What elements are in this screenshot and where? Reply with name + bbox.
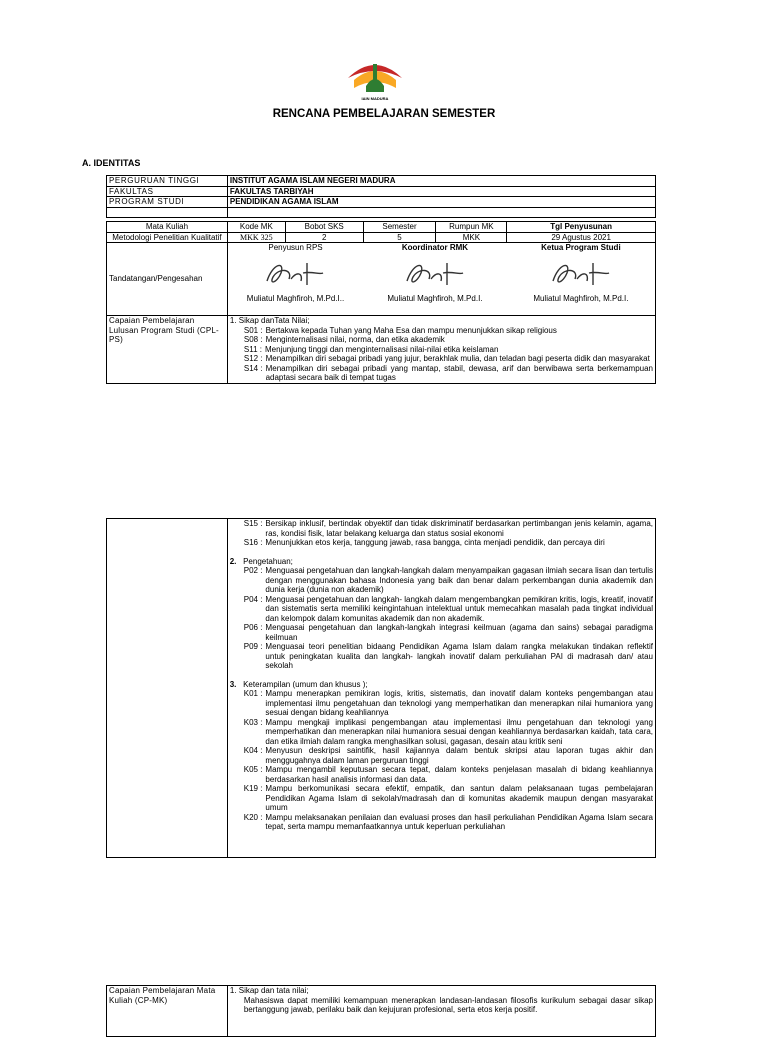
identity-label: PROGRAM STUDI: [107, 197, 228, 208]
cpmk-table: [106, 985, 656, 1037]
signature-role: Penyusun RPS: [268, 243, 323, 252]
item-code: S15 :: [243, 519, 263, 528]
course-semester: 5: [363, 232, 436, 243]
signature-label: Tandatangan/Pengesahan: [107, 243, 228, 316]
course-header: Kode MK: [227, 222, 285, 233]
item-text: Menyusun deskripsi saintifik, hasil kajiannya dalam bentuk skripsi atau laporan tugas akhir dan menggugahnya dalam laman perguruan tinggi: [265, 746, 653, 765]
item-code: K03 :: [243, 717, 263, 727]
item-text: Menguasai pengetahuan dan langkah-langkah dalam menyampaikan gagasan ilmiah secara lisan dan tertulis dengan menggunakan bahasa Indonesia yang baik dan benar dalam perkembangan dunia akademik dan dunia kerja (dunia non akademik): [265, 566, 653, 594]
course-header: Bobot SKS: [285, 222, 363, 233]
pengetahuan-heading: [230, 557, 653, 567]
item-code: S16 :: [243, 538, 263, 547]
signature-name: Muliatul Maghfiroh, M.Pd.I.: [387, 293, 483, 303]
list-item: [230, 765, 653, 784]
list-item: [230, 538, 653, 548]
identity-label: PERGURUAN TINGGI: [107, 176, 228, 187]
identity-row: [107, 186, 656, 197]
item-code: S14 :: [243, 363, 263, 373]
course-header: Mata Kuliah: [107, 222, 228, 233]
signature-block: [227, 243, 363, 316]
identity-value: INSTITUT AGAMA ISLAM NEGERI MADURA: [227, 176, 655, 187]
signature-name: Muliatul Maghfiroh, M.Pd.I..: [246, 293, 345, 303]
list-item: [230, 689, 653, 718]
course-value-row: [107, 232, 656, 243]
identity-row: [107, 176, 656, 187]
item-code: K04 :: [243, 746, 263, 755]
item-text: Menguasai teori penelitian bidaang Pendidikan Agama Islam dalam rangka melakukan tindakan reflektif untuk peningkatan kualita dan langkah- langkah inovatif dalam perkuliahan PAI di madrasah dan/ atau sekolah: [265, 642, 653, 670]
cpmk-row: [107, 986, 656, 1037]
empty-label-cell: [107, 519, 228, 858]
item-text: Menjunjung tinggi dan menginternalisasi nilai-nilai etika keislaman: [264, 344, 499, 354]
list-item: [230, 335, 653, 345]
course-name: Metodologi Penelitian Kualitatif: [107, 232, 228, 243]
list-item: [230, 566, 653, 595]
list-item: [230, 345, 653, 355]
item-text: Menampilkan diri sebagai pribadi yang mantap, stabil, dewasa, arif dan berwibawa serta berkemampuan adaptasi secara baik di tempat tugas: [265, 363, 653, 382]
identity-table: [106, 175, 656, 218]
list-item: [230, 595, 653, 624]
course-code: MKK 325: [227, 232, 285, 243]
signature-role: Koordinator RMK: [401, 243, 469, 252]
item-text: Menguasai pengetahuan dan langkah-langkah integrasi keilmuan (agama dan sains) sebagai paradigma keilmuan: [265, 623, 653, 642]
cpl-continuation-table: [106, 518, 656, 858]
item-code: P09 :: [243, 642, 263, 651]
identity-label: FAKULTAS: [107, 186, 228, 197]
cpl-continuation-content: [227, 519, 655, 858]
identity-value: PENDIDIKAN AGAMA ISLAM: [227, 197, 655, 208]
heading-text: Keterampilan (umum dan khusus );: [243, 679, 368, 689]
cpl-content: [227, 316, 655, 384]
signature-image: [509, 259, 653, 289]
signature-block: [507, 243, 656, 316]
item-text: Menguasai pengetahuan dan langkah- langkah dalam mengembangkan pemikiran kritis, logis, kreatif, inovatif dan sistematis serta memiliki keingintahuan intelektual untuk memecahkan masalah pada tingkat individual dan kelompok dalam komunitas akademik dan non akademik.: [265, 594, 653, 623]
identity-value: FAKULTAS TARBIYAH: [227, 186, 655, 197]
item-text: Mampu melaksanakan penilaian dan evaluasi proses dan hasil perkuliahan Pendidikan Agama Islam secara tepat, serta mampu memanfaatkannya untuk keperluan perkuliahan: [265, 812, 653, 831]
item-code: K05 :: [243, 765, 263, 774]
list-item: [230, 364, 653, 383]
institution-logo: [344, 56, 406, 102]
list-item: [230, 623, 653, 642]
course-header: Semester: [363, 222, 436, 233]
item-code: S12 :: [243, 354, 263, 363]
signature-block: [363, 243, 507, 316]
item-text: Bersikap inklusif, bertindak obyektif dan tidak diskriminatif berdasarkan pertimbangan jenis kelamin, agama, ras, kondisi fisik, latar belakang keluarga dan status sosial ekonomi: [265, 519, 653, 538]
item-text: Mampu menerapkan pemikiran logis, kritis, sistematis, dan inovatif dalam konteks pengembangan atau implementasi ilmu pengetahuan dan teknologi yang memperhatikan dan menerapkan nilai humaniora yang sesuai dengan bidang keahliannya: [265, 689, 653, 717]
item-code: K01 :: [243, 689, 263, 698]
item-text: Menginternalisasi nilai, norma, dan etika akademik: [265, 335, 445, 344]
list-item: [230, 718, 653, 747]
item-code: P02 :: [243, 566, 263, 575]
identity-row: [107, 197, 656, 208]
cpl-label: Capaian Pembelajaran Lulusan Program Studi (CPL-PS): [107, 316, 228, 384]
signature-role: Ketua Program Studi: [541, 243, 621, 252]
cpmk-label: Capaian Pembelajaran Mata Kuliah (CP-MK): [107, 986, 228, 1037]
item-code: P04 :: [243, 594, 263, 604]
course-header: Tgl Penyusunan: [507, 222, 656, 233]
course-table: [106, 221, 656, 384]
spacer-row: [107, 207, 656, 217]
cpmk-text: Mahasiswa dapat memiliki kemampuan menerapkan landasan-landasan filosofis kurikulum sebagai dasar sikap bertanggung jawab, perilaku baik dan kejujuran profesional, serta etos kerja positif.: [243, 995, 653, 1014]
signature-row: [107, 243, 656, 316]
item-code: P06 :: [243, 623, 263, 632]
list-item: [230, 519, 653, 538]
signature-name: Muliatul Maghfiroh, M.Pd.I.: [533, 293, 629, 303]
cpl-row: [107, 316, 656, 384]
list-item: [230, 813, 653, 832]
item-code: K19 :: [243, 784, 263, 793]
item-code: S01 :: [243, 325, 263, 335]
item-text: Mampu mengambil keputusan secara tepat, dalam konteks penjelasan masalah di bidang keahliannya berdasarkan hasil analisis informasi dan data.: [265, 765, 653, 784]
section-heading: A. IDENTITAS: [82, 158, 141, 168]
list-item: [230, 326, 653, 336]
item-text: Mampu mengkaji implikasi pengembangan atau implementasi ilmu pengetahuan dan teknologi yang memperhatikan dan menerapkan nilai humaniora sesuai dengan keahliannya berdasarkan kaidah, tata cara, dan etika ilmiah dalam rangka menghasilkan solusi, gagasan, desain atau kritik seni: [265, 717, 653, 746]
item-text: Bertakwa kepada Tuhan yang Maha Esa dan mampu menunjukkan sikap religious: [265, 325, 557, 335]
course-credits: 2: [285, 232, 363, 243]
item-text: Menunjukkan etos kerja, tanggung jawab, rasa bangga, cinta menjadi pendidik, dan percaya diri: [265, 538, 605, 547]
page-title: RENCANA PEMBELAJARAN SEMESTER: [272, 108, 496, 120]
item-text: Mampu berkomunikasi secara efektif, empatik, dan santun dalam pelaksanaan tugas pembelajaran Pendidikan Agama Islam di sekolah/madrasah dan di komunitas akademik maupun dengan masyarakat umum: [265, 784, 653, 812]
course-date: 29 Agustus 2021: [507, 232, 656, 243]
item-code: S11 :: [243, 344, 262, 354]
heading-text: Pengetahuan;: [243, 556, 293, 566]
item-code: K20 :: [243, 812, 263, 822]
heading-number: 2.: [229, 556, 237, 566]
sikap-heading: 1. Sikap danTata Nilai;: [229, 316, 310, 325]
list-item: [230, 746, 653, 765]
signature-image: [365, 259, 505, 289]
item-code: S08 :: [243, 335, 263, 344]
cpmk-content: [227, 986, 655, 1037]
item-text: Menampilkan diri sebagai pribadi yang jujur, berakhlak mulia, dan teladan bagi peserta didik dan masyarakat: [265, 354, 650, 363]
cpmk-heading: 1. Sikap dan tata nilai;: [229, 986, 309, 995]
heading-number: 3.: [229, 679, 237, 689]
course-header: Rumpun MK: [436, 222, 507, 233]
course-header-row: [107, 222, 656, 233]
cpl-continuation-row: [107, 519, 656, 858]
course-cluster: MKK: [436, 232, 507, 243]
list-item: [230, 784, 653, 813]
list-item: [230, 354, 653, 364]
keterampilan-heading: [230, 680, 653, 690]
list-item: [230, 642, 653, 671]
logo-caption: IAIN MADURA: [361, 96, 389, 101]
signature-image: [230, 259, 361, 289]
